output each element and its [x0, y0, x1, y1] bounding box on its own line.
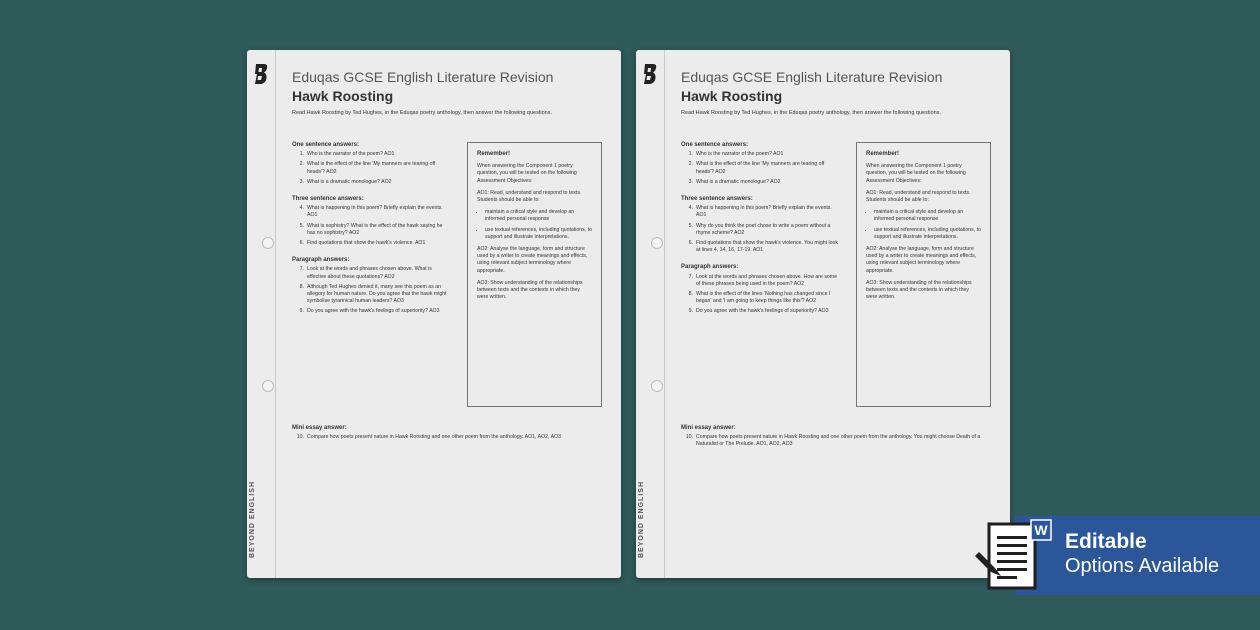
question-number: 1. [688, 151, 693, 158]
remember-text: AO1: Read, understand and respond to texts. Students should be able to: [477, 189, 582, 204]
question-text: Do you agree with the hawk's feelings of superiority? AO3 [696, 308, 829, 315]
question-section [292, 142, 452, 186]
question-text: What is happening in this poem? Briefly explain the events. AO1 [696, 205, 832, 219]
question [681, 240, 841, 254]
question-number: 3. [299, 178, 304, 185]
remember-text: AO3: Show understanding of the relationships between texts and the contexts in which they were written. [866, 279, 972, 301]
remember-text: AO2: Analyse the language, form and structure used by a writer to create meanings and effects, using relevant subject terminology where appropriate. [866, 246, 977, 274]
question-text: What is a dramatic monologue? AO2 [696, 178, 781, 185]
question [292, 266, 452, 280]
question [292, 240, 452, 247]
question-text: Find quotations that show the hawk's violence. You might look at lines 4, 14, 16, 17-19. AO1 [696, 240, 839, 254]
remember-heading: Remember! [866, 151, 900, 157]
worksheet-preview-left [247, 50, 621, 578]
question-text: What is the effect of the lines 'Nothing has changed since I began' and 'I am going to keep things like this'? AO2 [696, 291, 831, 305]
remember-bullet: • use textual references, including quotations, to support and illustrate interpretations. [874, 227, 981, 241]
question-text: What is the effect of the line 'My manners are tearing off heads'? AO2 [307, 161, 436, 175]
question-text: Why do you think the poet chose to write a poem without a rhyme scheme? AO2 [696, 222, 831, 236]
question-section [681, 196, 841, 254]
question-number: 8. [299, 283, 304, 290]
question-number: 7. [688, 273, 693, 280]
section-heading: One sentence answers: [681, 142, 749, 148]
punch-hole [651, 380, 663, 392]
remember-box [467, 142, 602, 407]
remember-box [856, 142, 991, 407]
question-number: 6. [688, 240, 693, 247]
question-number: 7. [299, 266, 304, 273]
question-number: 5. [688, 222, 693, 229]
question-number: 2. [299, 161, 304, 168]
word-document-icon [975, 518, 1055, 594]
question-text: Who is the narrator of the poem? AO1 [307, 151, 395, 158]
remember-heading: Remember! [477, 151, 511, 157]
question-text: Find quotations that show the hawk's violence. AO1 [307, 240, 426, 247]
questions-column [681, 142, 841, 326]
badge-line-1: Editable [1065, 530, 1147, 553]
question [681, 223, 841, 237]
worksheet-title: Eduqas GCSE English Literature Revision [292, 69, 554, 85]
question-number: 9. [299, 308, 304, 315]
question-section [292, 196, 452, 247]
brand-label: BEYOND ENGLISH [638, 480, 645, 558]
remember-text: AO1: Read, understand and respond to texts. Students should be able to: [866, 189, 971, 204]
question-number: 3. [688, 178, 693, 185]
question [681, 205, 841, 219]
question-section [681, 264, 841, 315]
question-text: What is sophistry? What is the effect of the hawk saying he has no sophistry? AO2 [307, 222, 443, 236]
section-heading: Paragraph answers: [681, 264, 739, 271]
question [681, 179, 841, 186]
punch-hole [651, 237, 663, 249]
word-letter: W [1034, 522, 1048, 538]
remember-text: AO3: Show understanding of the relationships between texts and the contexts in which they were written. [477, 279, 583, 301]
question [681, 161, 841, 175]
question-text: Do you agree with the hawk's feelings of superiority? AO3 [307, 308, 440, 315]
question-text: Look at the words and phrases chosen above. How are some of these phrases being used in the poem? AO2 [696, 273, 838, 287]
remember-bullet: • maintain a critical style and develop an informed personal response [874, 209, 981, 223]
beyond-logo-icon [643, 63, 657, 85]
section-heading: Three sentence answers: [292, 196, 364, 203]
worksheet-title: Eduqas GCSE English Literature Revision [681, 69, 943, 85]
section-heading: Mini essay answer: [681, 425, 736, 431]
remember-text: When answering the Component 1 poetry question, you will be tested on the following Assessment Objectives: [477, 163, 577, 184]
punch-hole [262, 380, 274, 392]
question-number: 4. [299, 205, 304, 212]
brand-label: BEYOND ENGLISH [249, 480, 256, 558]
question-number: 2. [688, 161, 693, 168]
remember-list [477, 209, 592, 241]
question [681, 434, 991, 448]
worksheet-subtitle: Hawk Roosting [292, 88, 394, 104]
question [681, 274, 841, 288]
question-number: 1. [299, 151, 304, 158]
remember-text: When answering the Component 1 poetry question, you will be tested on the following Assessment Objectives: [866, 163, 966, 184]
essay-section [681, 425, 991, 452]
question [292, 308, 452, 315]
question [292, 205, 452, 219]
section-heading: Three sentence answers: [681, 196, 753, 203]
question-text: Although Ted Hughes denied it, many see this poem as an allegory for human nature. Do you agree that the hawk might symbolise tyrannical human leaders? AO3 [307, 283, 447, 305]
question-number: 4. [688, 205, 693, 212]
badge-line-2: Options Available [1065, 555, 1220, 577]
section-heading: Mini essay answer: [292, 425, 347, 431]
question [292, 179, 452, 186]
margin-line [664, 50, 665, 578]
section-heading: Paragraph answers: [292, 257, 350, 264]
question-number: 9. [688, 308, 693, 315]
question-text: What is the effect of the line 'My manners are tearing off heads'? AO2 [696, 161, 825, 175]
worksheet-subtitle: Hawk Roosting [681, 88, 783, 104]
worksheet-preview-right [636, 50, 1010, 578]
question-number: 5. [299, 222, 304, 229]
question [292, 434, 602, 441]
remember-list [866, 209, 981, 241]
question-text: What is happening in this poem? Briefly explain the events. AO1 [307, 205, 443, 219]
question-text: Compare how poets present nature in Hawk Roosting and one other poem from the anthology. You might choose Death of a Naturalist or The Prelude. AO1, AO2, AO3 [696, 434, 981, 448]
question-section [292, 257, 452, 315]
question-number: 6. [299, 240, 304, 247]
question [292, 284, 452, 306]
question-number: 10. [296, 434, 304, 441]
section-heading: One sentence answers: [292, 142, 360, 148]
questions-column [292, 142, 452, 326]
question-text: Compare how poets present nature in Hawk Roosting and one other poem from the anthology. AO1, AO2, AO3 [307, 434, 561, 441]
essay-section [292, 425, 602, 444]
remember-text: AO2: Analyse the language, form and structure used by a writer to create meanings and effects, using relevant subject terminology where appropriate. [477, 246, 588, 274]
question [681, 308, 841, 315]
question [681, 151, 841, 158]
worksheet-intro: Read Hawk Roosting by Ted Hughes, in the Eduqas poetry anthology, then answer the following questions. [681, 110, 941, 116]
question-number: 8. [688, 291, 693, 298]
question [681, 291, 841, 305]
question-text: Who is the narrator of the poem? AO1 [696, 151, 784, 158]
question-text: Look at the words and phrases chosen above. What is effective about these quotations? AO2 [307, 266, 432, 280]
question-section [681, 142, 841, 186]
question [292, 161, 452, 175]
question [292, 151, 452, 158]
remember-bullet: • maintain a critical style and develop an informed personal response [485, 209, 592, 223]
question-text: What is a dramatic monologue? AO2 [307, 178, 392, 185]
margin-line [275, 50, 276, 578]
punch-hole [262, 237, 274, 249]
beyond-logo-icon [254, 63, 268, 85]
worksheet-intro: Read Hawk Roosting by Ted Hughes, in the Eduqas poetry anthology, then answer the following questions. [292, 110, 552, 116]
remember-bullet: • use textual references, including quotations, to support and illustrate interpretations. [485, 227, 592, 241]
question-number: 10. [685, 434, 693, 441]
question [292, 223, 452, 237]
